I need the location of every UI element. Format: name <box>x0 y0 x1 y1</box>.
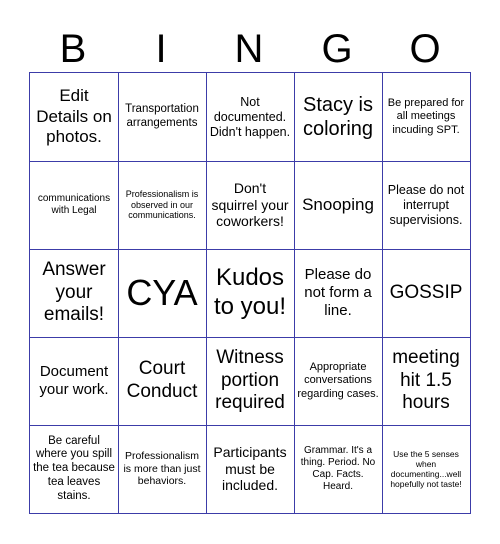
bingo-cell[interactable] <box>206 425 294 513</box>
header-letter-g: G <box>321 27 353 71</box>
bingo-cell[interactable] <box>30 73 118 161</box>
bingo-cell[interactable] <box>206 161 294 249</box>
bingo-cell[interactable] <box>118 161 206 249</box>
bingo-cell-text: communications with Legal <box>37 193 111 216</box>
bingo-cell[interactable] <box>206 73 294 161</box>
bingo-cell-text: Edit Details on photos. <box>36 86 112 147</box>
bingo-cell-text: Court Conduct <box>126 358 198 402</box>
bingo-cell-text: meeting hit 1.5 hours <box>392 346 460 414</box>
bingo-cell[interactable] <box>118 337 206 425</box>
bingo-cell[interactable] <box>118 73 206 161</box>
bingo-cell-text: Witness portion required <box>215 346 285 414</box>
bingo-cell-text: Kudos to you! <box>213 264 287 320</box>
bingo-cell[interactable] <box>382 73 470 161</box>
bingo-header <box>29 26 471 72</box>
bingo-cell[interactable] <box>206 249 294 337</box>
bingo-cell[interactable] <box>118 425 206 513</box>
bingo-cell[interactable] <box>30 337 118 425</box>
bingo-cell-text: CYA <box>126 272 198 314</box>
bingo-cell[interactable] <box>294 337 382 425</box>
bingo-cell[interactable] <box>294 425 382 513</box>
bingo-cell-text: Snooping <box>302 194 374 214</box>
bingo-cell-text: Answer your emails! <box>42 258 106 326</box>
bingo-cell[interactable] <box>206 337 294 425</box>
header-letter-n: N <box>234 27 264 71</box>
bingo-cell[interactable] <box>294 249 382 337</box>
bingo-cell-text: Grammar. It's a thing. Period. No Cap. Facts. Heard. <box>300 445 376 492</box>
bingo-cell-text: Appropriate conversations regarding cases. <box>297 361 379 400</box>
bingo-cell-text: Professionalism is observed in our communications. <box>125 188 199 221</box>
bingo-cell[interactable] <box>118 249 206 337</box>
header-letter-o: O <box>409 27 441 71</box>
bingo-card-grid <box>29 72 471 514</box>
bingo-cell-text: Participants must be included. <box>213 443 287 494</box>
header-letter-i: I <box>155 27 167 71</box>
bingo-cell-text: Please do not interrupt supervisions. <box>387 182 465 227</box>
bingo-cell[interactable] <box>30 425 118 513</box>
bingo-cell[interactable] <box>294 73 382 161</box>
bingo-cell[interactable] <box>382 249 470 337</box>
bingo-cell-text: Not documented. Didn't happen. <box>209 94 291 139</box>
bingo-cell-text: Don't squirrel your coworkers! <box>211 179 289 230</box>
bingo-cell-text: Stacy is coloring <box>302 94 374 140</box>
bingo-cell-text: GOSSIP <box>389 281 463 303</box>
bingo-cell-text: Please do not form a line. <box>304 266 372 319</box>
bingo-cell-text: Document your work. <box>39 363 109 398</box>
bingo-cell[interactable] <box>30 161 118 249</box>
bingo-cell[interactable] <box>382 425 470 513</box>
bingo-cell-text: Professionalism is more than just behaviors. <box>123 450 201 488</box>
bingo-cell-text: Transportation arrangements <box>125 103 199 129</box>
bingo-cell[interactable] <box>382 161 470 249</box>
header-letter-b: B <box>59 27 87 71</box>
bingo-cell[interactable] <box>30 249 118 337</box>
bingo-cell[interactable] <box>382 337 470 425</box>
bingo-cell-text: Be prepared for all meetings incuding SPT. <box>387 97 465 136</box>
bingo-cell[interactable] <box>294 161 382 249</box>
bingo-cell-text: Use the 5 senses when documenting...well hopefully not taste! <box>390 448 462 490</box>
bingo-cell-text: Be careful where you spill the tea because tea leaves stains. <box>33 434 115 502</box>
